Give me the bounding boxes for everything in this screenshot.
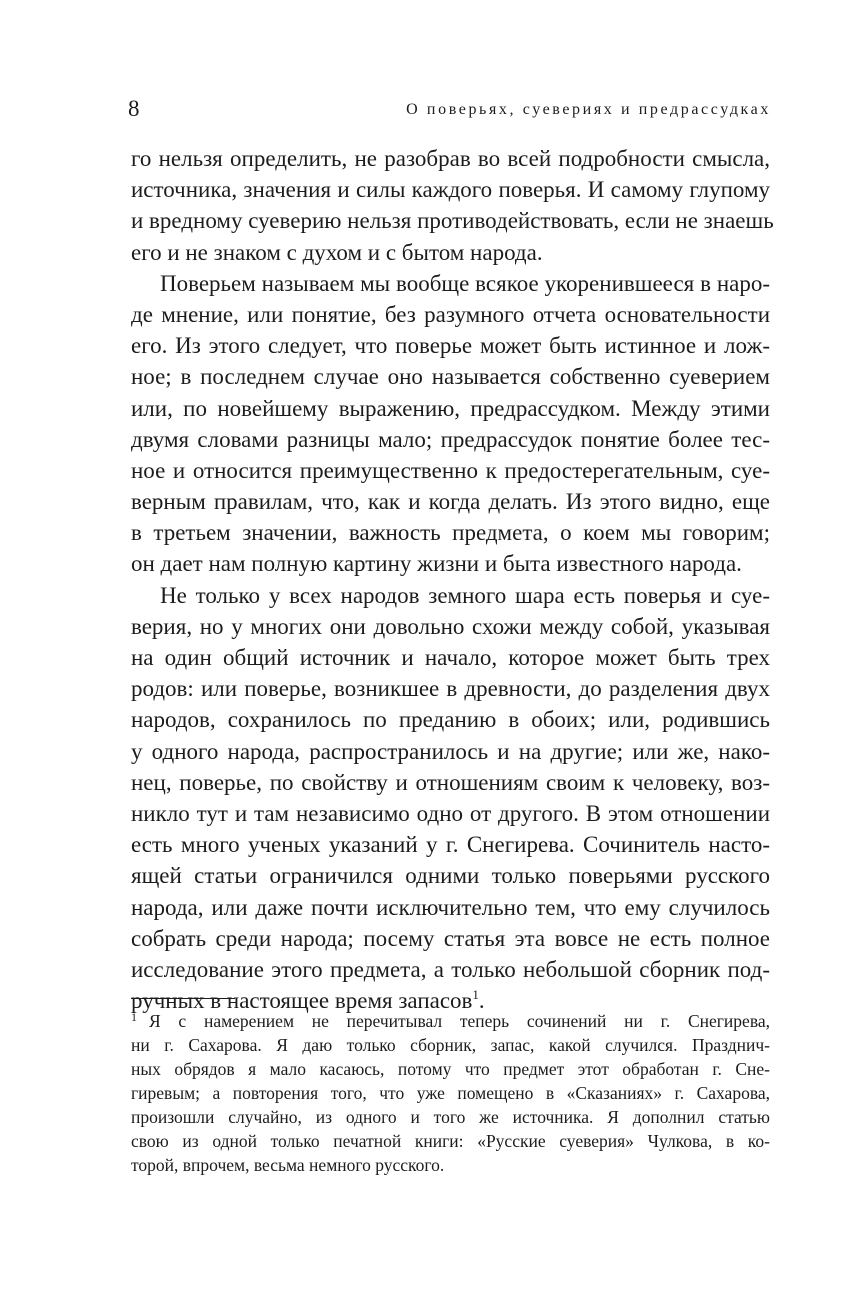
body-line: народа, или даже почти исключительно тем, что ему случилось <box>131 894 770 920</box>
body-line: он дает нам полную картину жизни и быта известного народа. <box>131 551 742 577</box>
body-line: источника, значения и силы каждого поверья. И самому глупому <box>131 177 770 203</box>
body-text <box>131 143 774 1016</box>
footnote-line: произошли случайно, из одного и того же источника. Я дополнил статью <box>131 1107 770 1127</box>
body-line: или, по новейшему выражению, предрассудком. Между этими <box>131 395 770 421</box>
footnote-reference[interactable]: 1 <box>472 987 479 1003</box>
body-line: верным правилам, что, как и когда делать. Из этого видно, еще <box>131 489 770 515</box>
body-line: ное и относится преимущественно к предостерегательным, суе- <box>131 457 770 483</box>
footnote-text: Я с намерением не перечитывал теперь сочинений ни г. Снегирева, <box>149 1011 770 1031</box>
footnote-divider <box>131 998 235 999</box>
body-line: ное; в последнем случае оно называется собственно суеверием <box>131 364 770 390</box>
body-line-text: ручных в настоящее время запасов <box>131 988 473 1014</box>
body-line: есть много ученых указаний у г. Снегирева. Сочинитель насто- <box>131 832 770 858</box>
closing-punctuation: . <box>478 988 485 1014</box>
body-line: собрать среди народа; посему статья эта вовсе не есть полное <box>131 925 770 951</box>
body-line: и вредному суеверию нельзя противодействовать, если не знаешь <box>131 208 774 234</box>
body-line: исследование этого предмета, а только небольшой сборник под- <box>131 956 770 982</box>
body-line: никло тут и там независимо одно от другого. В этом отношении <box>131 800 770 826</box>
body-line: родов: или поверье, возникшее в древности, до разделения двух <box>131 676 770 702</box>
footnote-line: свою из одной только печатной книги: «Русские суеверия» Чулкова, в ко- <box>131 1131 770 1151</box>
footnote-line: ни г. Сахарова. Я даю только сборник, запас, какой случился. Празднич- <box>131 1035 770 1055</box>
body-line: народов, сохранилось по преданию в обоих; или, родившись <box>131 707 770 733</box>
footnote-line <box>131 1009 770 1033</box>
body-line: в третьем значении, важность предмета, о коем мы говорим; <box>131 520 770 546</box>
footnote-marker: 1 <box>131 1010 137 1024</box>
page-number: 8 <box>128 96 140 121</box>
body-line: двумя словами разницы мало; предрассудок понятие более тес- <box>131 426 770 452</box>
footnotes <box>131 1009 770 1177</box>
footnote-line: торой, впрочем, весьма немного русского. <box>131 1155 445 1175</box>
body-line: ящей статьи ограничился одними только поверьями русского <box>131 863 770 889</box>
body-line: его и не знаком с духом и с бытом народа. <box>131 239 543 265</box>
footnote-line: гиревым; а повторения того, что уже помещено в «Сказаниях» г. Сахарова, <box>131 1083 770 1103</box>
body-line: на один общий источник и начало, которое может быть трех <box>131 645 770 670</box>
body-line: у одного народа, распространилось и на другие; или же, нако- <box>131 738 770 764</box>
body-line: его. Из этого следует, что поверье может быть истинное и лож- <box>131 333 770 359</box>
body-line: Поверьем называем мы вообще всякое укоренившееся в наро- <box>160 270 770 296</box>
body-line: верия, но у многих они довольно схожи между собой, указывая <box>131 613 770 639</box>
running-head: О поверьях, суевериях и предрассудках <box>406 101 771 118</box>
body-line: го нельзя определить, не разобрав во всей подробности смысла, <box>131 146 770 171</box>
body-line: нец, поверье, по свойству и отношениям своим к человеку, воз- <box>131 769 770 795</box>
footnote-line: ных обрядов я мало касаюсь, потому что предмет этот обработан г. Сне- <box>131 1059 770 1079</box>
body-line: де мнение, или понятие, без разумного отчета основательности <box>131 301 770 327</box>
body-line: Не только у всех народов земного шара есть поверья и суе- <box>160 582 770 608</box>
